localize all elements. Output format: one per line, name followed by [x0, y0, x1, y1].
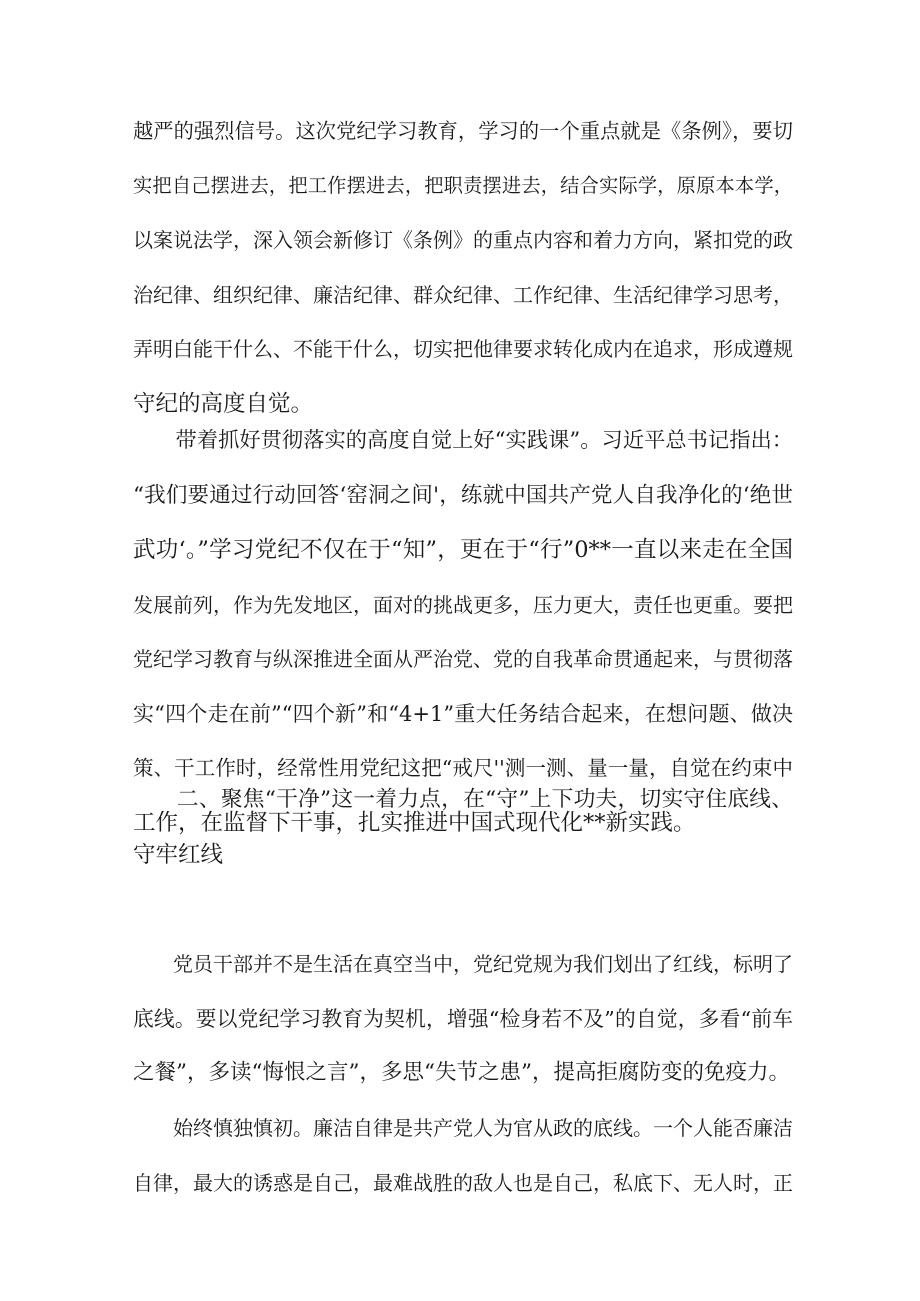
text-line: 之餐”，多读“悔恨之言”，多思“失节之患”，提高拒腐防变的免疫力。 [133, 1060, 790, 1085]
text-line: 始终慎独慎初。廉洁自律是共产党人为官从政的底线。一个人能否廉洁 [133, 1116, 793, 1140]
text-line: “我们要通过行动回答‘窑洞之间'，练就中国共产党人自我净化的‘绝世 [133, 482, 793, 508]
text-line: 策、干工作时，经常性用党纪这把“戒尺''测一测、量一量，自觉在约束中 [133, 756, 793, 780]
section-heading-two [133, 773, 793, 882]
text-line: 守纪的高度自觉。 [133, 390, 314, 417]
text-line: 武功‘。”学习党纪不仅在于“知”，更在于“行”0**一直以来走在全国 [133, 537, 793, 563]
text-line: 发展前列，作为先发地区，面对的挑战更多，压力更大，责任也更重。要把 [133, 592, 793, 617]
text-line: 实把自己摆进去，把工作摆进去，把职责摆进去，结合实际学，原原本本学， [133, 173, 793, 197]
text-line: 自律，最大的诱惑是自己，最难战胜的敌人也是自己，私底下、无人时，正 [133, 1170, 793, 1195]
text-line: 守牢红线 [133, 841, 224, 868]
paragraph-self-discipline [133, 1101, 793, 1210]
text-line: 二、聚焦“干净”这一着力点，在“守”上下功夫，切实守住底线、 [133, 787, 793, 812]
paragraph-red-line [133, 937, 793, 1101]
text-line: 弄明白能干什么、不能干什么，切实把他律要求转化成内在追求，形成遵规 [133, 337, 793, 361]
text-line: 带着抓好贯彻落实的高度自觉上好“实践课”。习近平总书记指出： [133, 428, 793, 453]
text-line: 工作，在监督下干事，扎实推进中国式现代化**新实践。 [133, 809, 696, 836]
text-line: 实“四个走在前”“四个新”和“4+1”重大任务结合起来，在想问题、做决 [133, 701, 793, 726]
text-line: 治纪律、组织纪律、廉洁纪律、群众纪律、工作纪律、生活纪律学习思考， [133, 282, 793, 307]
text-line: 以案说法学，深入领会新修订《条例》的重点内容和着力方向，紧扣党的政 [133, 228, 793, 252]
paragraph-discipline-study [133, 104, 793, 431]
text-line: 党员干部并不是生活在真空当中，党纪党规为我们划出了红线，标明了 [133, 952, 793, 976]
text-line: 党纪学习教育与纵深推进全面从严治党、党的自我革命贯通起来，与贯彻落 [133, 647, 793, 671]
text-line: 底线。要以党纪学习教育为契机，增强“检身若不及”的自觉，多看“前车 [133, 1006, 793, 1031]
text-line: 越严的强烈信号。这次党纪学习教育，学习的一个重点就是《条例》，要切 [133, 119, 793, 143]
